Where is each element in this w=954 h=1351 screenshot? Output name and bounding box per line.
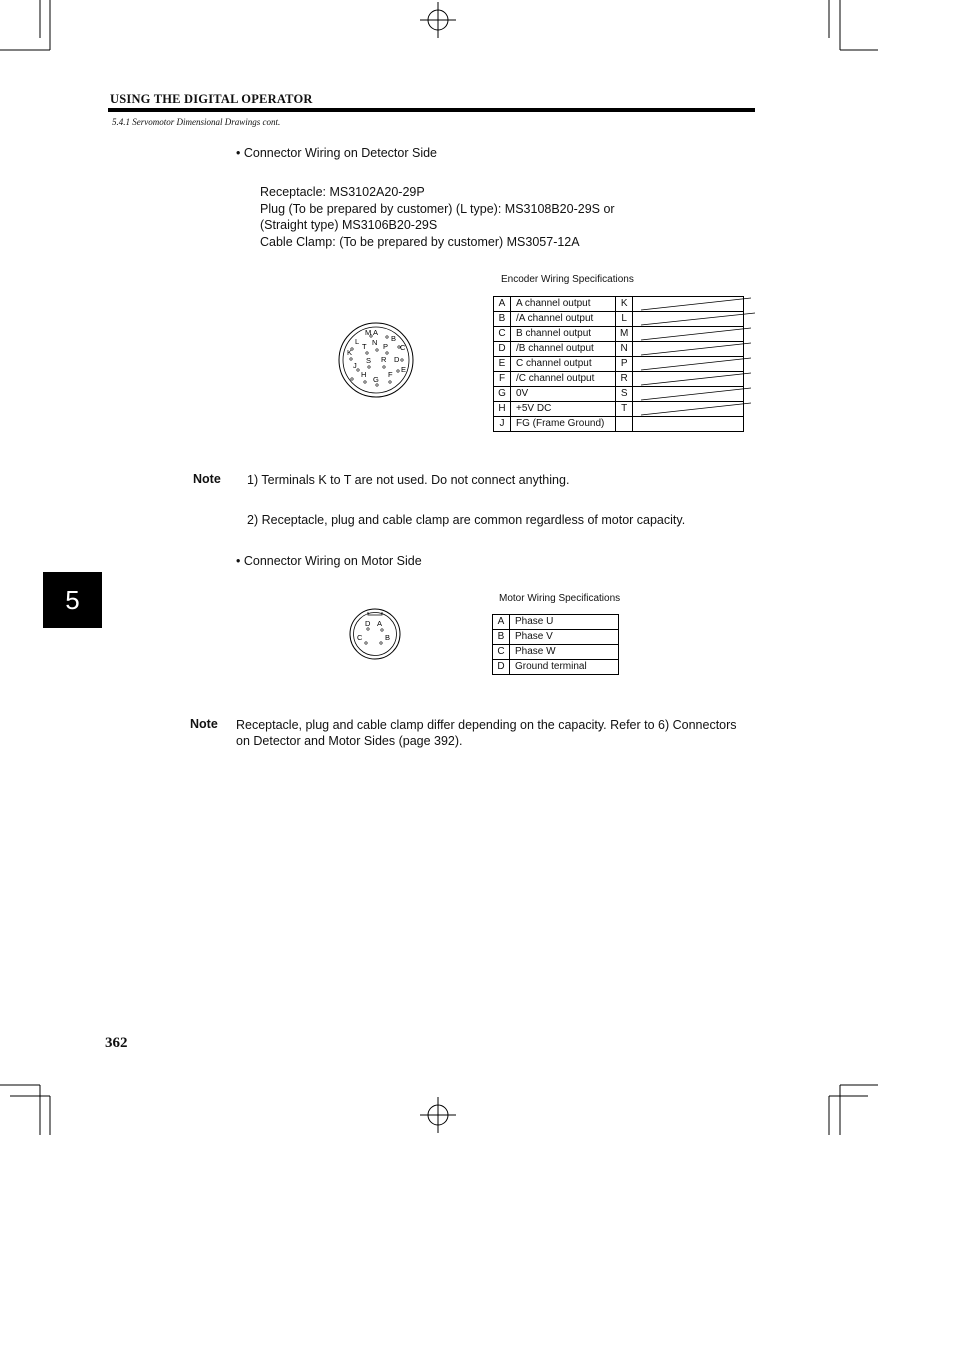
table-cell: /A channel output <box>511 312 616 327</box>
note-text-line-1: Receptacle, plug and cable clamp differ depending on the capacity. Refer to 6) Connectors <box>236 718 737 732</box>
detector-pin-label: L <box>355 337 360 346</box>
detector-pin-label: B <box>391 334 397 343</box>
detector-pin-label: A <box>373 328 379 337</box>
receptacle-line: Receptacle: MS3102A20-29P <box>260 185 425 199</box>
table-cell: R <box>616 372 633 387</box>
table-cell: Ground terminal <box>510 660 619 675</box>
cable-clamp-line: Cable Clamp: (To be prepared by customer) MS3057-12A <box>260 235 580 249</box>
table-cell: A channel output <box>511 297 616 312</box>
table-cell: A <box>493 615 510 630</box>
table-cell: F <box>494 372 511 387</box>
detector-pin-label: D <box>394 355 400 364</box>
table-cell: C <box>494 327 511 342</box>
chapter-tab: 5 <box>43 572 102 628</box>
table-cell <box>616 417 633 432</box>
table-cell: H <box>494 402 511 417</box>
detector-pin-label: K <box>347 348 353 357</box>
table-cell: E <box>494 357 511 372</box>
note-label: Note <box>190 717 218 731</box>
detector-pin-label: J <box>353 361 357 370</box>
table-cell: Phase W <box>510 645 619 660</box>
section-header: USING THE DIGITAL OPERATOR <box>110 92 313 106</box>
note-item-1: 1) Terminals K to T are not used. Do not connect anything. <box>247 473 570 487</box>
table-cell: K <box>616 297 633 312</box>
header-rule <box>108 108 755 112</box>
page-number: 362 <box>105 1035 128 1051</box>
table-cell: J <box>494 417 511 432</box>
table-cell: +5V DC <box>511 402 616 417</box>
table-cell: S <box>616 387 633 402</box>
table-cell: 0V <box>511 387 616 402</box>
plug-straight-line: (Straight type) MS3106B20-29S <box>260 218 438 232</box>
detector-pin-label: E <box>401 365 407 374</box>
table-cell: B <box>493 630 510 645</box>
table-cell: /B channel output <box>511 342 616 357</box>
detector-pin-label: C <box>400 343 406 352</box>
table-row <box>493 660 619 675</box>
table-cell: B channel output <box>511 327 616 342</box>
detector-pin-label: P <box>383 342 389 351</box>
table-cell: T <box>616 402 633 417</box>
detector-connector-diagram <box>338 320 418 400</box>
table-cell: D <box>493 660 510 675</box>
detector-pin-label: R <box>381 355 387 364</box>
table-cell: B <box>494 312 511 327</box>
table-row <box>493 630 619 645</box>
table-cell: P <box>616 357 633 372</box>
table-cell: D <box>494 342 511 357</box>
detector-pin-label: S <box>366 356 372 365</box>
table-cell: /C channel output <box>511 372 616 387</box>
detector-pin-label: G <box>373 375 379 384</box>
detector-pin-label: M <box>365 328 372 337</box>
table-cell: A <box>494 297 511 312</box>
table-cell: N <box>616 342 633 357</box>
table-cell: FG (Frame Ground) <box>511 417 616 432</box>
detector-heading: • Connector Wiring on Detector Side <box>236 146 437 160</box>
section-subheader: 5.4.1 Servomotor Dimensional Drawings cont. <box>112 117 281 127</box>
detector-pin-label: F <box>388 370 393 379</box>
table-cell: G <box>494 387 511 402</box>
motor-connector-diagram <box>348 607 404 663</box>
table-cell: C <box>493 645 510 660</box>
table-cell: Phase U <box>510 615 619 630</box>
table-cell: C channel output <box>511 357 616 372</box>
detector-pin-label: N <box>372 338 378 347</box>
table-cell: M <box>616 327 633 342</box>
motor-pin-label: B <box>385 633 391 642</box>
motor-heading: • Connector Wiring on Motor Side <box>236 554 422 568</box>
table-cell: Phase V <box>510 630 619 645</box>
detector-pin-label: T <box>362 342 367 351</box>
plug-line: Plug (To be prepared by customer) (L type): MS3108B20-29S or <box>260 202 615 216</box>
motor-pin-label: C <box>357 633 363 642</box>
table-row <box>493 615 619 630</box>
note-item-2: 2) Receptacle, plug and cable clamp are common regardless of motor capacity. <box>247 513 686 527</box>
motor-table-caption: Motor Wiring Specifications <box>499 593 621 604</box>
detector-pin-label: H <box>361 370 367 379</box>
note-text-line-2: on Detector and Motor Sides (page 392). <box>236 734 463 748</box>
table-row <box>493 645 619 660</box>
motor-wiring-table <box>492 614 619 675</box>
unused-pin-strikes <box>641 296 761 436</box>
table-cell: L <box>616 312 633 327</box>
motor-pin-label: D <box>365 619 371 628</box>
note-label: Note <box>193 472 221 486</box>
encoder-table-caption: Encoder Wiring Specifications <box>501 274 634 285</box>
motor-pin-label: A <box>377 619 383 628</box>
